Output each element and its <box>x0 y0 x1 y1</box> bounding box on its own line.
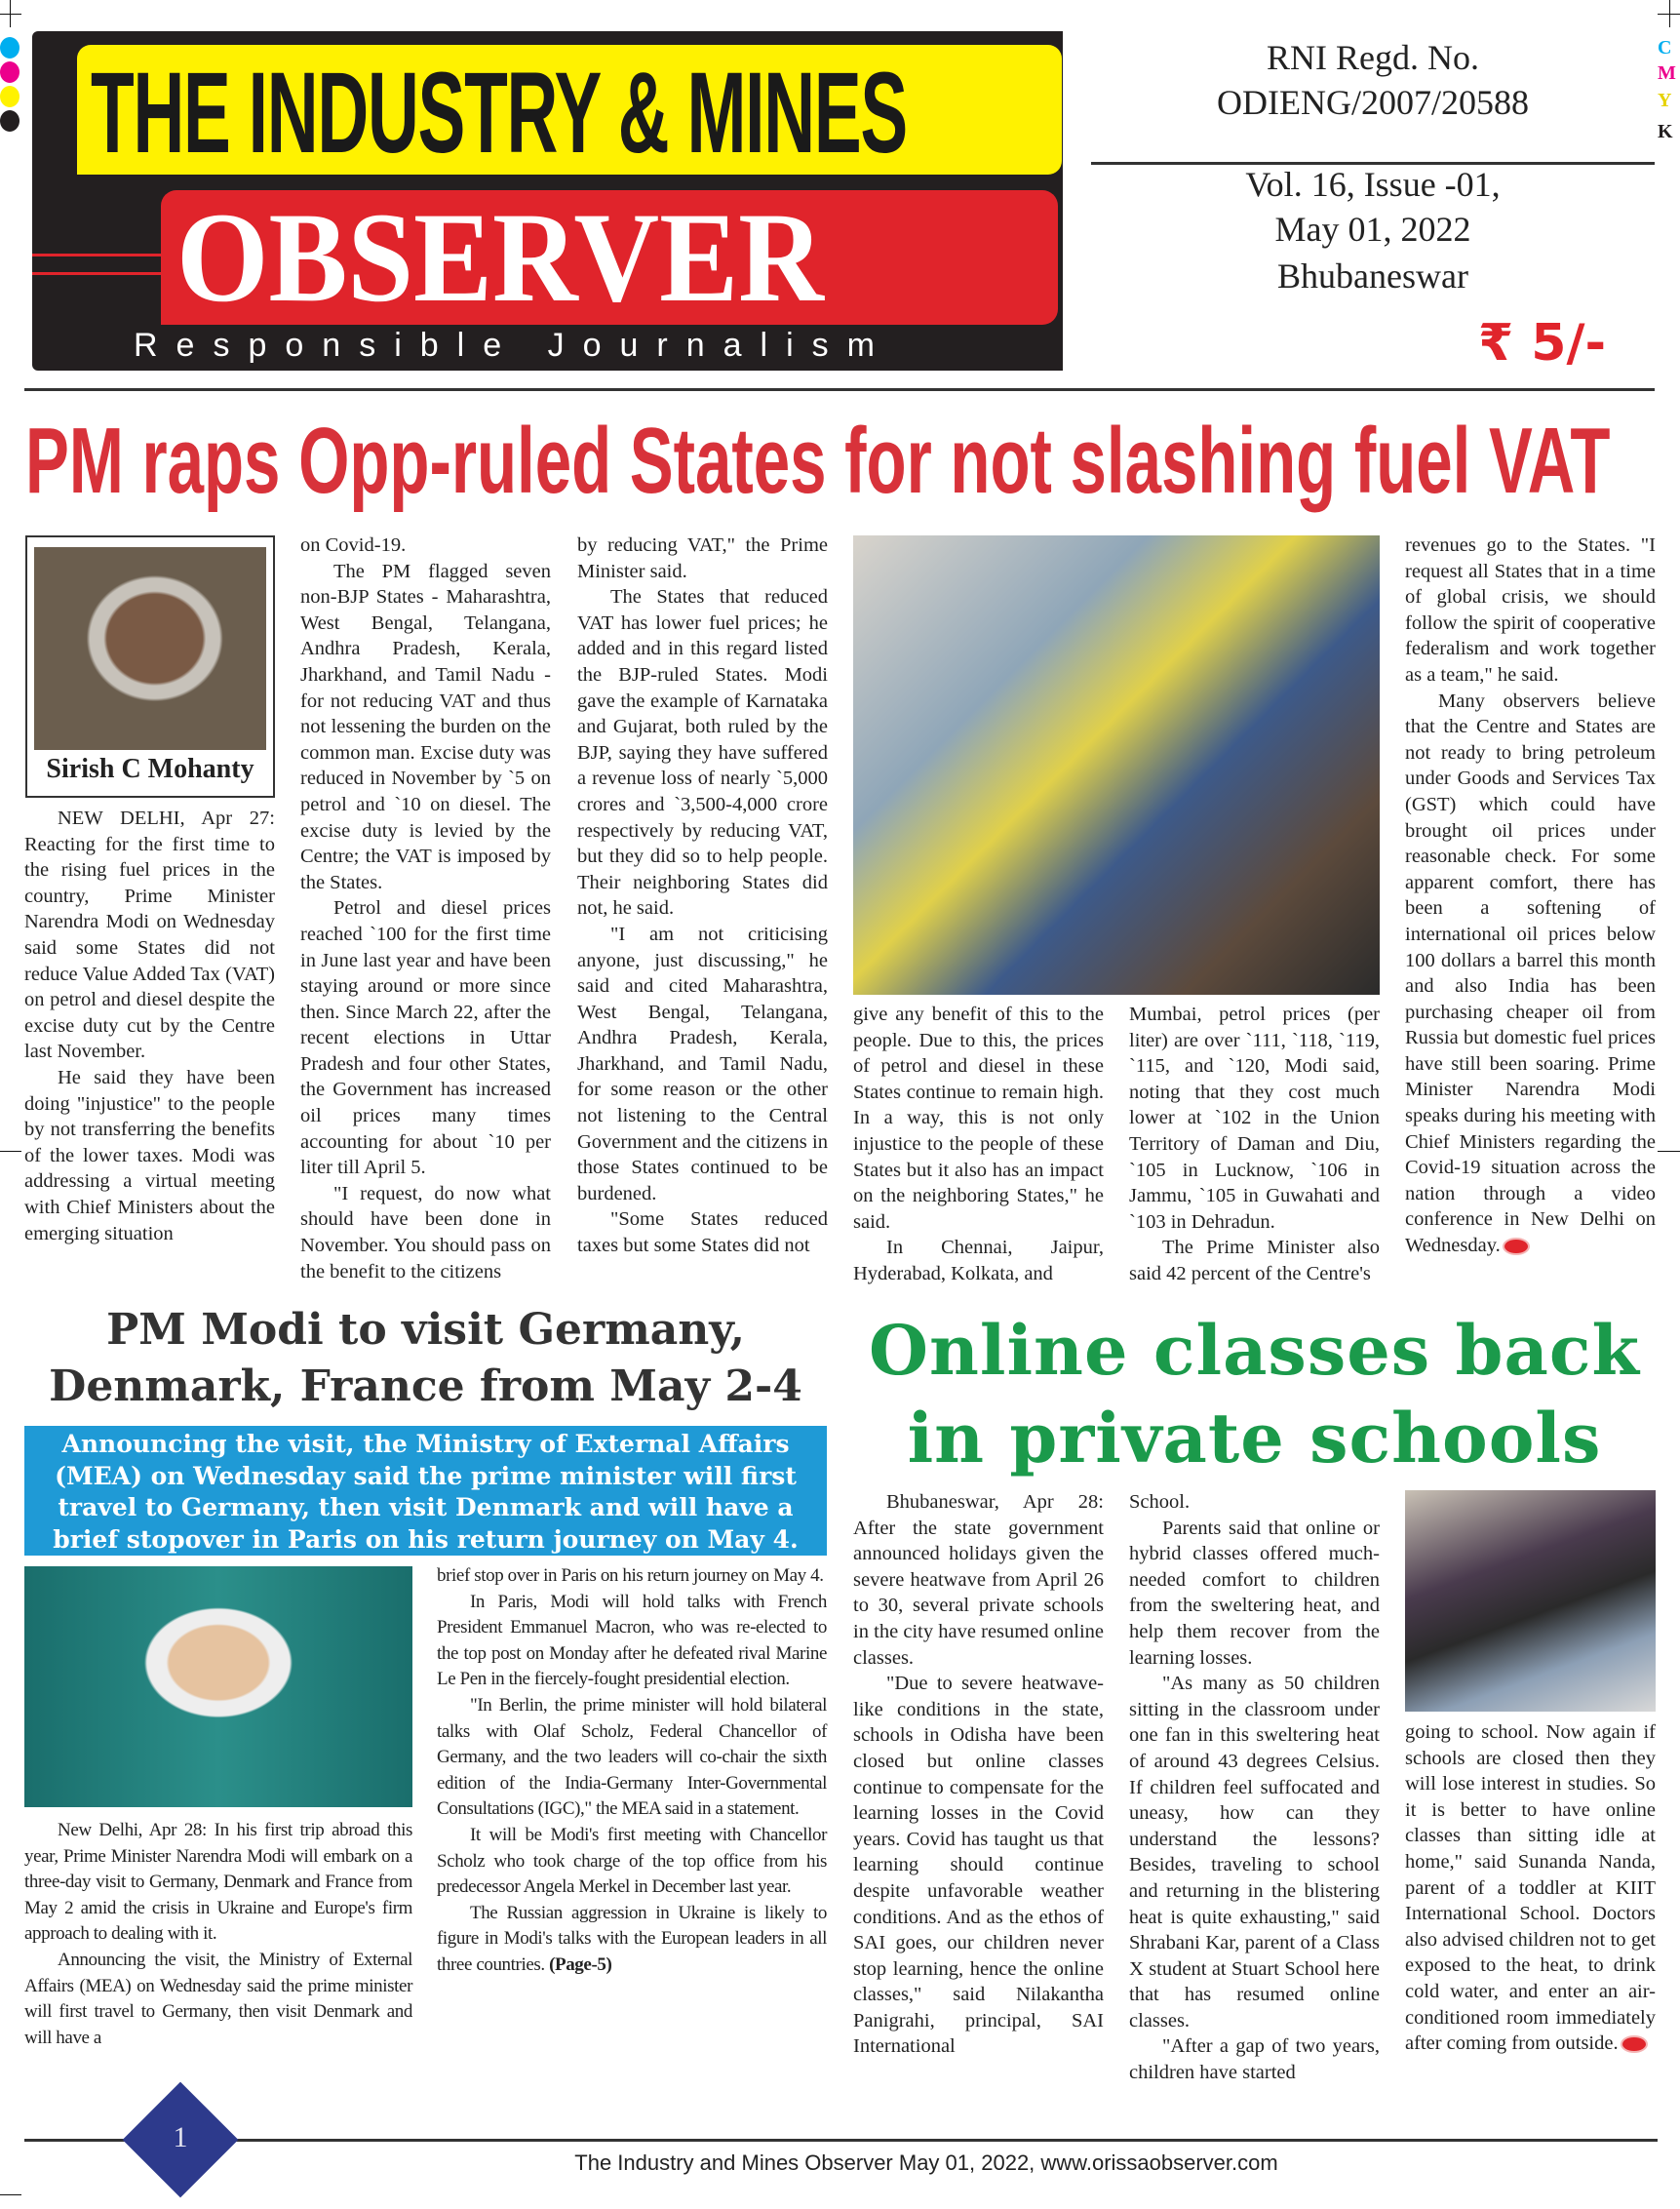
cmyk-k: K <box>1658 121 1673 142</box>
paragraph: Bhubaneswar, Apr 28: After the state government announced holidays given the severe heatwave from April 26 to 30, several private schools in the city have resumed online classes. <box>853 1491 1104 1669</box>
crop-mark <box>0 14 21 15</box>
cmyk-y: Y <box>1658 90 1672 111</box>
schools-headline-line-2: in private schools <box>907 1398 1602 1479</box>
price: ₹ 5/- <box>1478 314 1607 373</box>
lead-column-2 <box>300 533 551 1284</box>
paragraph: Parents said that online or hybrid classes offered much-needed comfort to children from the sweltering heat, and help them recover from the learning losses. <box>1129 1517 1380 1669</box>
end-mark-icon <box>1621 2035 1648 2053</box>
author-photo <box>34 547 266 750</box>
masthead-accent-bars <box>32 254 161 275</box>
paragraph <box>1405 1719 1656 2057</box>
visit-headline-line-2: Denmark, France from May 2-4 <box>49 1361 802 1411</box>
lead-column-6 <box>1405 533 1656 1259</box>
masthead-rule <box>24 388 1655 391</box>
schools-headline <box>853 1307 1656 1482</box>
paragraph: The Prime Minister also said 42 percent of the Centre's <box>1129 1237 1380 1284</box>
paragraph: give any benefit of this to the people. Due to this, the prices of petrol and diesel in these States continue to remain high. In a way, this is not only injustice to the people of these States but it also has an impact on the neighboring States," he said. <box>853 1004 1104 1233</box>
masthead-logo <box>32 31 1063 371</box>
rni-number: ODIENG/2007/20588 <box>1217 83 1529 122</box>
continued-link[interactable]: (Page-5) <box>549 1953 612 1975</box>
lead-headline-text: PM raps Opp-ruled States for not slashing fuel VAT <box>25 409 1611 513</box>
paragraph-text: The Russian aggression in Ukraine is likely to figure in Modi's talks with the European leaders in all three countries. <box>437 1902 827 1975</box>
paragraph: "After a gap of two years, children have started <box>1129 2035 1380 2084</box>
visit-column-2 <box>437 1563 827 1979</box>
paragraph-text: going to school. Now again if schools are closed then they will lose interest in studies. So it is better to have online classes than sitting idle at home," said Sunanda Nanda, parent of a toddler at KIIT International School. Doctors also advised children not to get exposed to the heat, to drink cold water, and enter an air-conditioned room immediately after coming from outside. <box>1405 1721 1656 2055</box>
paragraph: The PM flagged seven non-BJP States - Maharashtra, West Bengal, Telangana, Andhra Pradesh, Kerala, Jharkhand, and Tamil Nadu - for not reducing VAT and thus not lessening the burden on the common man. Excise duty was reduced in November by `5 on petrol and `10 on diesel. The excise duty is levied by the Centre; the VAT is imposed by the States. <box>300 560 551 893</box>
masthead-title-main: OBSERVER <box>176 190 824 325</box>
paragraph: In Chennai, Jaipur, Hyderabad, Kolkata, and <box>853 1237 1104 1284</box>
paragraph: Announcing the visit, the Ministry of External Affairs (MEA) on Wednesday said the prime minister will first travel to Germany, then visit Denmark and will have a <box>24 1949 412 2048</box>
footer-rule <box>24 2139 1658 2142</box>
visit-headline-line-1: PM Modi to visit Germany, <box>106 1305 745 1355</box>
schools-headline-line-1: Online classes back <box>869 1310 1640 1391</box>
visit-headline <box>24 1302 827 1415</box>
fuel-station-photo <box>853 535 1380 995</box>
paragraph: brief stop over in Paris on his return journey on May 4. <box>437 1565 824 1586</box>
paragraph: "In Berlin, the prime minister will hold bilateral talks with Olaf Scholz, Federal Chancellor of Germany, and the two leaders will co-chair the sixth edition of the India-Germany Inter-Governmental Consultations (IGC)," the MEA said in a statement. <box>437 1694 827 1820</box>
paragraph: "Some States reduced taxes but some States did not <box>577 1208 828 1257</box>
page-number: 1 <box>173 2121 188 2153</box>
lead-column-5 <box>1129 1002 1380 1287</box>
masthead-main-band <box>161 190 1058 325</box>
schools-column-3 <box>1405 1719 1656 2057</box>
paragraph: In Paris, Modi will hold talks with French President Emmanuel Macron, who was re-elected to the top post on Monday after he defeated rival Marine Le Pen in the fiercely-fought presidential election. <box>437 1591 827 1690</box>
paragraph: revenues go to the States. "I request all States that in a time of global crisis, we should follow the spirit of cooperative federalism and work together as a team," he said. <box>1405 534 1656 686</box>
lead-column-3 <box>577 533 828 1259</box>
visit-column-1 <box>24 1818 412 2051</box>
crop-mark <box>0 1151 21 1152</box>
paragraph: by reducing VAT," the Prime Minister said. <box>577 534 828 582</box>
magenta-registration-dot <box>0 61 20 83</box>
schools-column-1 <box>853 1489 1104 2060</box>
student-laptop-photo <box>1405 1490 1656 1712</box>
cmyk-c: C <box>1658 37 1672 59</box>
paragraph-text: Many observers believe that the Centre and States are not ready to bring petroleum under Goods and Services Tax (GST) which could have brought oil prices under reasonable check. For some apparent comfort, there has been a softening of international oil prices below 100 dollars a barrel this month and also India has been purchasing cheaper oil from Russia but domestic fuel prices have still been soaring. Prime Minister Narendra Modi speaks during his meeting with Chief Ministers regarding the Covid-19 situation across the nation through a video conference in New Delhi on Wednesday. <box>1405 690 1656 1257</box>
masthead-title-top: THE INDUSTRY & MINES <box>91 49 907 175</box>
crop-mark <box>10 0 11 27</box>
schools-column-2 <box>1129 1489 1380 2086</box>
paragraph: He said they have been doing "injustice" to the people by not transferring the benefits of the lower taxes. Modi was addressing a virtual meeting with Chief Ministers about the emerging situation <box>24 1066 275 1244</box>
masthead-tagline: Responsible Journalism <box>134 327 893 364</box>
author-box <box>25 535 275 798</box>
paragraph: "I am not criticising anyone, just discussing," he said and cited Maharashtra, West Bengal, Telangana, Andhra Pradesh, Kerala, Jharkhand, and Tamil Nadu, for some reason or the other not listening to the Central Government and the citizens in those States continued to be burdened. <box>577 923 828 1204</box>
black-registration-dot <box>0 110 20 132</box>
paragraph <box>437 1901 827 1979</box>
cyan-registration-dot <box>0 37 20 59</box>
paragraph: Mumbai, petrol prices (per liter) are over `111, `118, `119, `115, and `120, Modi said, noting that they cost much lower at `102 in the Union Territory of Daman and Diu, `105 in Lucknow, `106 in Jammu, `105 in Guwahati and `103 in Dehradun. <box>1129 1004 1380 1233</box>
crop-mark <box>1658 1151 1680 1152</box>
paragraph: on Covid-19. <box>300 534 407 556</box>
footer-text: The Industry and Mines Observer May 01, 2022, www.orissaobserver.com <box>574 2150 1278 2175</box>
paragraph: New Delhi, Apr 28: In his first trip abroad this year, Prime Minister Narendra Modi will embark on a three-day visit to Germany, Denmark and France from May 2 amid the crisis in Ukraine and Europe's firm approach to dealing with it. <box>24 1820 412 1945</box>
paragraph: It will be Modi's first meeting with Chancellor Scholz who took charge of the top office from his predecessor Angela Merkel in December last year. <box>437 1824 827 1898</box>
paragraph: "I request, do now what should have been done in November. You should pass on the benefit to the citizens <box>300 1182 551 1282</box>
visit-summary-box: Announcing the visit, the Ministry of External Affairs (MEA) on Wednesday said the prime minister will first travel to Germany, then visit Denmark and will have a brief stopover in Paris on his return journey on May 4. <box>24 1426 827 1556</box>
paragraph: NEW DELHI, Apr 27: Reacting for the first time to the rising fuel prices in the country, Prime Minister Narendra Modi on Wednesday said some States did not reduce Value Added Tax (VAT) on petrol and diesel despite the excise duty cut by the Centre last November. <box>24 808 275 1063</box>
paragraph: School. <box>1129 1491 1191 1513</box>
issue-volume: Vol. 16, Issue -01, <box>1245 165 1501 204</box>
paragraph: Petrol and diesel prices reached `100 for the first time in June last year and have been staying around or more since then. Since March 22, after the recent elections in Uttar Pradesh and four other States, the Government has increased oil prices many times accounting for about `10 per liter till April 5. <box>300 897 551 1179</box>
paragraph: "As many as 50 children sitting in the classroom under one fan in this sweltering heat of around 43 degrees Celsius. If children feel suffocated and uneasy, how can they understand the lessons? Besides, traveling to school and returning in the blistering heat is quite exhausting," said Shrabani Kar, parent of a Class X student at Stuart School here that has resumed online classes. <box>1129 1673 1380 2031</box>
masthead-title-band <box>77 45 1062 175</box>
lead-column-4 <box>853 1002 1104 1287</box>
issue-city: Bhubaneswar <box>1277 256 1468 296</box>
cmyk-m: M <box>1658 62 1676 84</box>
issue-date: May 01, 2022 <box>1274 210 1471 249</box>
paragraph <box>1405 689 1656 1259</box>
paragraph: The States that reduced VAT has lower fuel prices; he added and in this regard listed the BJP-ruled States. Modi gave the example of Karnataka and Gujarat, both ruled by the BJP, saying they have suffered a revenue loss of nearly `5,000 crores and `3,500-4,000 crore respectively by reducing VAT, but they did so to help people. Their neighboring States did not, he said. <box>577 586 828 920</box>
crop-mark <box>1669 0 1670 27</box>
crop-mark <box>0 2194 21 2195</box>
lead-column-1 <box>24 806 275 1246</box>
paragraph: "Due to severe heatwave-like conditions in the state, schools in Odisha have been closed but online classes continue to compensate for the learning losses in the Covid years. Covid has taught us that learning should continue despite unfavorable weather conditions. And as the ethos of SAI goes, our children never stop learning, hence the online classes," said Nilakantha Panigrahi, principal, SAI International <box>853 1673 1104 2058</box>
end-mark-icon <box>1503 1238 1530 1255</box>
lead-headline <box>25 408 1663 513</box>
yellow-registration-dot <box>0 86 20 107</box>
author-name: Sirish C Mohanty <box>46 754 254 784</box>
rni-label: RNI Regd. No. <box>1267 38 1479 77</box>
modi-photo <box>24 1566 412 1807</box>
